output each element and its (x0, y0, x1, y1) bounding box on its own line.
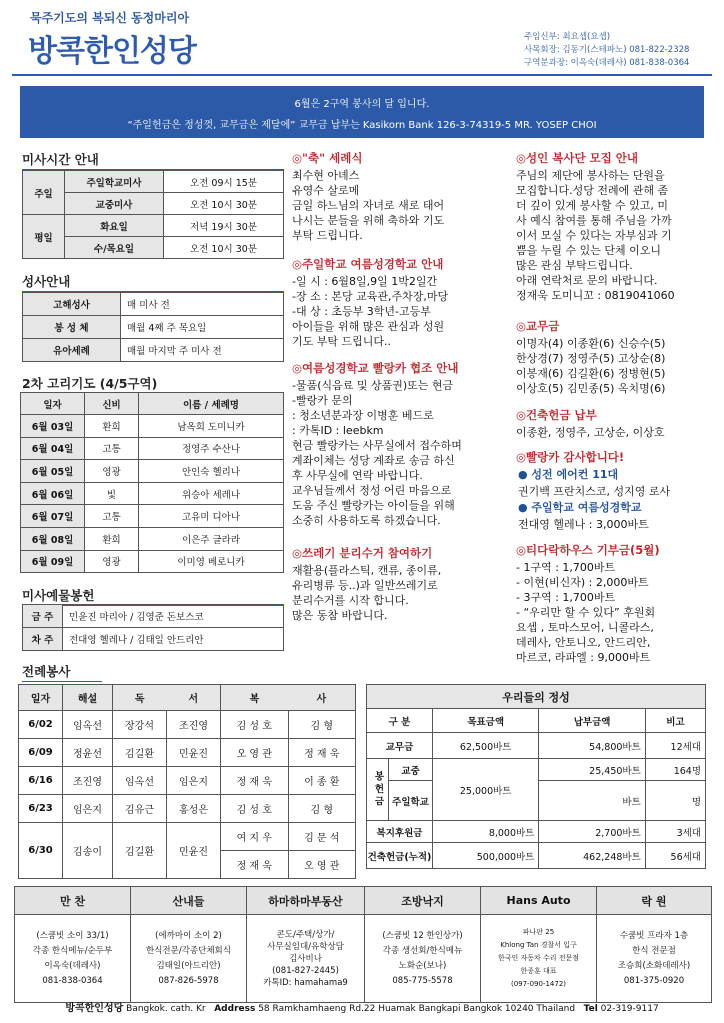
sponsor-info (481, 915, 597, 1003)
thanks-item-body: 전대영 헬레나 : 3,000바트 (518, 518, 649, 531)
sponsor-line: 파나판 25 (522, 928, 555, 936)
footer-tel-label: Tel (583, 1004, 598, 1014)
staff-district: 구역분과장: 이옥숙(데레사) 081-838-0364 (524, 58, 690, 68)
liturgy-section-title: 전례봉사 (22, 662, 102, 682)
mass-name: 교중미사 (65, 193, 164, 215)
dues-title: ◎교무금 (516, 319, 560, 333)
liturgy-cell: 조진영 (63, 767, 113, 795)
finance-label: 교무금 (367, 733, 433, 759)
flower-section-title: 미사예물봉헌 (22, 586, 284, 606)
liturgy-header: 사 (288, 685, 356, 711)
rosary-date: 6월 04일 (21, 437, 85, 460)
liturgy-cell: 정 재 욱 (221, 767, 289, 795)
sponsor-line: (097-090-1472) (510, 980, 567, 988)
finance-label: 복지후원금 (367, 821, 433, 843)
finance-note: 명 (645, 781, 705, 821)
staff-president: 사목회장: 김동기(스테파노) 081-822-2328 (524, 45, 690, 55)
mass-section-title: 미사시간 안내 (22, 150, 284, 170)
liturgy-header: 서 (167, 685, 221, 711)
rosary-person: 이은주 글라라 (139, 527, 284, 550)
finance-header: 목표금액 (433, 709, 539, 733)
liturgy-date: 6/09 (19, 739, 63, 767)
sacrament-name: 고해성사 (23, 293, 121, 316)
sponsor-line: 카톡ID: hamahama9 (263, 977, 348, 988)
liturgy-cell: 이 종 환 (288, 767, 356, 795)
liturgy-header: 일자 (19, 685, 63, 711)
sponsor-line: 각종 한식메뉴/순두부 (32, 945, 113, 956)
trash-title: ◎쓰레기 분리수거 참여하기 (292, 546, 433, 560)
sponsor-line: 노화순(보나) (398, 960, 447, 971)
sponsor-line: 수쿰빗 프라자 1층 (619, 930, 689, 941)
sponsor-line: 081-375-0920 (623, 975, 685, 986)
liturgy-cell: 오 영 관 (221, 739, 289, 767)
finance-target: 62,500바트 (433, 733, 539, 759)
server-body: 주님의 제단에 봉사하는 단원을 모집합니다.성당 전례에 관해 좀 더 깊이 있게 봉사할 수 있고, 미 사 예식 참여를 통해 주님을 가까 이서 모실 수 있다는 자부심과 기 쁨을 누릴 수 있는 단체 이오니 많은 관심 부탁드립니다. 아래 연락처로 문의 바랍니다. 정재욱 도미니꼬 : 0819041060 (516, 169, 675, 302)
rosary-section-title: 2차 고리기도 (4/5구역) (22, 374, 284, 394)
sponsor-line: 081-838-0364 (42, 975, 103, 986)
liturgy-cell: 정 재 욱 (221, 851, 289, 879)
flower-names: 민윤진 마리아 / 김영준 돈보스코 (63, 605, 284, 628)
building-fund-body: 이종환, 정영주, 고상순, 이상호 (516, 426, 665, 439)
liturgy-cell: 김 형 (288, 795, 356, 823)
rosary-header: 일자 (21, 393, 85, 415)
mass-group: 평일 (23, 215, 65, 259)
sponsor-line: 각종 생선회/한식메뉴 (382, 945, 463, 956)
rosary-header: 이름 / 세례명 (139, 393, 284, 415)
finance-target: 25,000바트 (433, 759, 539, 821)
liturgy-cell: 여 지 우 (221, 823, 289, 851)
finance-label: 건축헌금(누적) (367, 843, 433, 869)
thanks-title: ◎빨랑카 감사합니다! (516, 450, 625, 464)
finance-paid: 바트 (539, 781, 645, 821)
sponsor-info (131, 915, 247, 1003)
sponsor-line: 사무실임대/유학상담 (267, 941, 344, 952)
sponsor-name: 하마하마부동산 (247, 887, 365, 915)
finance-header: 비고 (645, 709, 705, 733)
liturgy-header: 독 (113, 685, 167, 711)
rosary-mystery: 영광 (85, 460, 139, 483)
liturgy-cell: 정 재 욱 (288, 739, 356, 767)
liturgy-cell: 김송이 (63, 823, 113, 879)
dues-body: 이명자(4) 이종환(6) 신승수(5) 한상경(7) 정영주(5) 고상순(8) 이봉재(6) 김길환(6) 정병현(5) 이상호(5) 김민종(5) 옥치명(6) (516, 337, 666, 395)
finance-header: 구 분 (367, 709, 433, 733)
sacrament-name: 봉 성 체 (23, 316, 121, 339)
sponsor-name: 조방낙지 (365, 887, 481, 915)
liturgy-cell: 임은지 (63, 795, 113, 823)
sponsor-name: 만 찬 (15, 887, 131, 915)
footer-address: 58 Ramkhamhaeng Rd.22 Huamak Bangkapi Bangkok 10240 Thailand (258, 1004, 576, 1014)
tidara-body: - 1구역 : 1,700바트 - 이현(비신자) : 2,000바트 - 3구역 : 1,700바트 - “우리만 할 수 있다” 후원회 요셉 , 토마스모어, 니콜라스, 데레사, 안토니오, 안드리안, 마르코, 라파엘 : 9,000바트 (516, 561, 656, 664)
finance-paid: 462,248바트 (539, 843, 645, 869)
offering-label: 봉헌금 (367, 759, 389, 821)
sponsor-line: 콘도/주택/상가/ (276, 929, 335, 940)
liturgy-cell: 민윤진 (167, 823, 221, 879)
sponsor-name: Hans Auto (481, 887, 597, 915)
finance-label: 주일학교 (389, 781, 433, 821)
liturgy-cell: 김유근 (113, 795, 167, 823)
sponsor-info (15, 915, 131, 1003)
liturgy-date: 6/16 (19, 767, 63, 795)
liturgy-header: 해설 (63, 685, 113, 711)
sponsor-line: 한종훈 대표 (520, 967, 557, 975)
finance-title: 우리들의 정성 (367, 685, 706, 709)
sponsor-line: 한식전문/각종단체회식 (146, 945, 231, 956)
liturgy-header: 복 (221, 685, 289, 711)
building-fund-title: ◎건축헌금 납부 (516, 408, 597, 422)
rosary-person: 고유미 디아나 (139, 505, 284, 528)
baptism-title: ◎"축" 세례식 (292, 151, 363, 165)
liturgy-cell: 임은지 (167, 767, 221, 795)
rosary-person: 정영주 수산나 (139, 437, 284, 460)
rosary-date: 6월 05일 (21, 460, 85, 483)
finance-note: 164명 (645, 759, 705, 781)
rosary-date: 6월 08일 (21, 527, 85, 550)
sponsor-line: 조승희(소화데레사) (617, 960, 691, 971)
liturgy-cell: 김 성 호 (221, 795, 289, 823)
baptism-body: 최수현 아녜스 유영수 살로메 금일 하느님의 자녀로 새로 태어 나시는 분들을 위해 축하와 기도 부탁 드립니다. (292, 169, 445, 242)
bread-body: -물품(식음료 및 상품권)또는 현금 -빨랑카 문의 : 청소년분과장 이병훈 베드로 : 카톡ID : leebkm 현금 빨랑카는 사무실에서 접수하며 계좌이체는 성당 계좌로 송금 하신 후 사무실에 연락 바랍니다. 교우님들께서 정성 어린 마음으로 도움 주신 빨랑카는 아이들을 위해 소중히 사용하도록 하겠습니다. (292, 379, 462, 527)
mass-time: 저녁 19시 30분 (164, 215, 284, 237)
sponsor-line: (081-827-2445) (272, 965, 339, 976)
mass-name: 주일학교미사 (65, 171, 164, 193)
camp-body: -일 시 : 6월8일,9일 1박2일간 -장 소 : 본당 교육관,주차장,마당 -대 상 : 초등부 3학년-고등부 아이들을 위해 많은 관심과 성원 기도 부탁 드립니다.. (292, 275, 449, 348)
rosary-mystery: 환희 (85, 415, 139, 438)
mass-time: 오전 10시 30분 (164, 193, 284, 215)
liturgy-cell: 홍성은 (167, 795, 221, 823)
footer-church: 방콕한인성당 (65, 1003, 124, 1014)
finance-paid: 54,800바트 (539, 733, 645, 759)
sponsor-line: (스쿰빗 12 한인상가) (382, 930, 463, 941)
liturgy-cell: 임옥선 (63, 711, 113, 739)
finance-target: 500,000바트 (433, 843, 539, 869)
sponsor-line: (에까마이 소이 2) (155, 930, 222, 941)
thanks-item-head: ● 성전 에어컨 11대 (518, 468, 619, 481)
sponsor-line: 이옥숙(데레사) (44, 960, 101, 971)
church-title: 방콕한인성당 (28, 34, 196, 69)
mass-time: 오전 10시 30분 (164, 237, 284, 259)
sacrament-desc: 매월 4째 주 목요일 (121, 316, 284, 339)
sacrament-section-title: 성사안내 (22, 272, 284, 292)
liturgy-cell: 오 영 관 (288, 851, 356, 879)
sponsor-line: 087-826-5978 (158, 975, 219, 986)
sponsor-info (597, 915, 712, 1003)
flower-names: 전대영 헬레나 / 김태일 안드리안 (63, 628, 284, 651)
liturgy-cell: 김길환 (113, 823, 167, 879)
finance-header: 납부금액 (539, 709, 645, 733)
rosary-person: 남옥희 도미니카 (139, 415, 284, 438)
mass-time: 오전 09시 15분 (164, 171, 284, 193)
flower-week: 차 주 (23, 628, 63, 651)
bread-title: ◎여름성경학교 빨랑카 협조 안내 (292, 361, 459, 375)
flower-week: 금 주 (23, 605, 63, 628)
finance-note: 12세대 (645, 733, 705, 759)
sacrament-table (22, 292, 284, 362)
rosary-mystery: 고통 (85, 437, 139, 460)
rosary-mystery: 빛 (85, 482, 139, 505)
rosary-mystery: 영광 (85, 550, 139, 573)
church-footer (0, 999, 724, 1014)
header-subtitle: 묵주기도의 복되신 동정마리아 (30, 11, 190, 25)
rosary-person: 안인숙 헬리나 (139, 460, 284, 483)
sponsor-info (247, 915, 365, 1003)
finance-paid: 2,700바트 (539, 821, 645, 843)
rosary-mystery: 환희 (85, 527, 139, 550)
finance-note: 3세대 (645, 821, 705, 843)
liturgy-table (18, 684, 356, 879)
sponsor-name: 산내들 (131, 887, 247, 915)
liturgy-cell: 김길환 (113, 739, 167, 767)
sacrament-desc: 매 미사 전 (121, 293, 284, 316)
liturgy-cell: 장강석 (113, 711, 167, 739)
liturgy-cell: 김 성 호 (221, 711, 289, 739)
liturgy-cell: 조진영 (167, 711, 221, 739)
liturgy-cell: 김 형 (288, 711, 356, 739)
rosary-date: 6월 07일 (21, 505, 85, 528)
mass-table (22, 170, 284, 259)
camp-title: ◎주일학교 여름성경학교 안내 (292, 257, 444, 271)
footer-tel: 02-319-9117 (600, 1004, 659, 1014)
sponsor-line: 085-775-5578 (392, 975, 453, 986)
rosary-person: 위승아 세레나 (139, 482, 284, 505)
sacrament-desc: 매월 마지막 주 미사 전 (121, 339, 284, 362)
sacrament-name: 유아세례 (23, 339, 121, 362)
mass-name: 수/목요일 (65, 237, 164, 259)
sponsor-line: Khlong Tan 경찰서 입구 (500, 941, 577, 949)
liturgy-cell: 민윤진 (167, 739, 221, 767)
liturgy-cell: 김 문 석 (288, 823, 356, 851)
announcement-banner (20, 86, 704, 138)
rosary-person: 이미영 베로니카 (139, 550, 284, 573)
sponsor-name: 락 원 (597, 887, 712, 915)
rosary-table (20, 392, 284, 573)
sponsor-line: 김태일(아드리안) (156, 960, 221, 971)
finance-paid: 25,450바트 (539, 759, 645, 781)
header-divider (12, 74, 712, 76)
liturgy-cell: 정윤선 (63, 739, 113, 767)
thanks-item-body: 권기백 프란치스코, 성지영 로사 (518, 485, 671, 498)
sponsor-line: (스쿰빗 소이 33/1) (36, 930, 109, 941)
sponsor-line: 한식 전문점 (632, 945, 676, 956)
liturgy-date: 6/23 (19, 795, 63, 823)
rosary-date: 6월 09일 (21, 550, 85, 573)
liturgy-cell: 임옥선 (113, 767, 167, 795)
finance-note: 56세대 (645, 843, 705, 869)
flower-table (22, 604, 284, 651)
banner-line2: “주일헌금은 정성껏, 교무금은 제달에” 교무금 납부는 Kasikorn Bank 126-3-74319-5 MR. YOSEP CHOI (127, 120, 597, 131)
staff-priest: 주임신부: 최요셉(요셉) (524, 32, 611, 42)
sponsor-info (365, 915, 481, 1003)
sponsor-line: 김사비나 (289, 953, 322, 964)
finance-target: 8,000바트 (433, 821, 539, 843)
thanks-item-head: ● 주일학교 여름성경학교 (518, 501, 642, 514)
rosary-date: 6월 06일 (21, 482, 85, 505)
banner-line1: 6월은 2구역 봉사의 달 입니다. (294, 99, 430, 110)
rosary-header: 신비 (85, 393, 139, 415)
finance-label: 교중 (389, 759, 433, 781)
liturgy-date: 6/30 (19, 823, 63, 879)
finance-table (366, 684, 706, 869)
mass-group: 주일 (23, 171, 65, 215)
tidara-title: ◎티다락하우스 기부금(5월) (516, 543, 660, 557)
liturgy-date: 6/02 (19, 711, 63, 739)
footer-eng: Bangkok. cath. Kr (126, 1004, 206, 1014)
sponsor-table (14, 886, 712, 1003)
footer-address-label: Address (214, 1004, 256, 1014)
server-title: ◎성인 복사단 모집 안내 (516, 151, 639, 165)
rosary-mystery: 고통 (85, 505, 139, 528)
rosary-date: 6월 03일 (21, 415, 85, 438)
mass-name: 화요일 (65, 215, 164, 237)
sponsor-line: 한국인 자동차 수리 전문점 (497, 954, 580, 962)
trash-body: 재활용(플라스틱, 캔류, 종이류, 유리병류 등..)과 일반쓰레기로 분리수거를 시작 합니다. 많은 동참 바랍니다. (292, 564, 442, 622)
